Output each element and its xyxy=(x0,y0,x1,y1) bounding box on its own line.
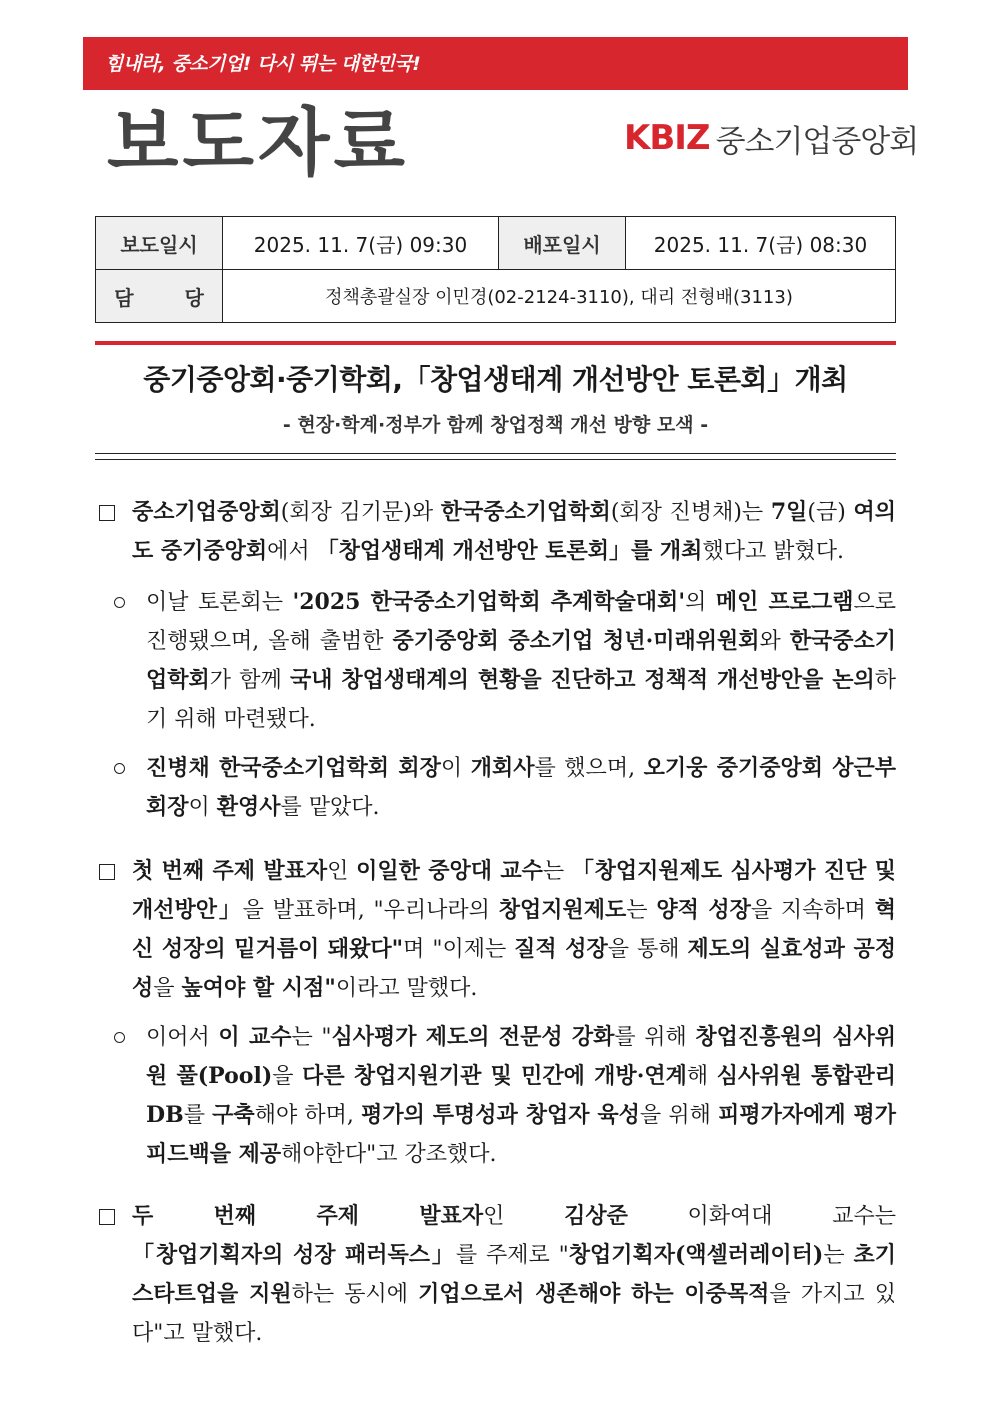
subheadline: - 현장·학계·정부가 함께 창업정책 개선 방향 모색 - xyxy=(282,414,709,436)
text-run: 으로 진행됐으며, 올해 출범한 xyxy=(146,590,896,654)
release-date-value: 2025. 11. 7(금) 09:30 xyxy=(223,217,499,270)
bold-text-run: 창업기획자(액셀러레이터) xyxy=(568,1242,824,1268)
text-run: 이라고 말했다. xyxy=(335,976,478,1001)
text-run: 는 xyxy=(542,859,572,884)
text-run: 며 "이제는 xyxy=(403,937,515,962)
text-run: (회장 김기문)와 xyxy=(280,500,441,525)
bold-text-run: 제도의 실효성과 공정성 xyxy=(132,936,896,1001)
text-run: 을 가지고 있다"고 말했다. xyxy=(132,1282,896,1346)
text-run: 를 주제로 " xyxy=(455,1243,569,1268)
contact-label: 담 당 xyxy=(96,270,223,323)
contact-value: 정책총괄실장 이민경(02-2124-3110), 대리 전형배(3113) xyxy=(223,270,896,323)
bold-text-run: 혁신 성장의 밑거름이 돼왔다" xyxy=(132,897,897,962)
double-divider-top xyxy=(95,453,896,454)
text-run: 을 발표하며, "우리나라의 xyxy=(242,898,499,923)
bold-text-run: 기업으로서 생존해야 하는 이중목적 xyxy=(418,1281,770,1307)
text-run: (금) xyxy=(807,500,854,525)
text-run: 이 xyxy=(440,756,471,781)
distribution-date-value: 2025. 11. 7(금) 08:30 xyxy=(626,217,896,270)
text-run: 를 xyxy=(183,1103,213,1128)
bold-text-run: 첫 번째 주제 발표자 xyxy=(132,858,328,884)
release-date-label: 보도일시 xyxy=(96,217,223,270)
text-run: (회장 진병채)는 xyxy=(610,500,771,525)
bold-text-run: 질적 성장 xyxy=(514,936,608,962)
bold-text-run: 피평가자에게 평가 피드백을 제공 xyxy=(146,1102,896,1167)
bold-text-run: 두 번째 주제 발표자 xyxy=(132,1203,484,1229)
kbiz-logo xyxy=(624,118,918,158)
text-run: 에서 xyxy=(267,539,317,564)
org-name: 중소기업중앙회 xyxy=(715,123,919,160)
bold-text-run: 심사평가 제도의 전문성 강화 xyxy=(331,1024,615,1050)
release-info-table xyxy=(95,216,896,323)
text-run: 인 xyxy=(483,1204,565,1229)
text-run: 는 xyxy=(823,1243,854,1268)
bold-text-run: 「창업생태계 개선방안 토론회」를 개최 xyxy=(316,538,703,564)
text-run: 을 통해 xyxy=(607,937,688,962)
paragraph-1b xyxy=(146,749,896,827)
bold-text-run: 초기 스타트업을 지원 xyxy=(132,1242,897,1307)
text-run: 의 xyxy=(685,590,716,615)
text-run: 인 xyxy=(327,859,357,884)
bold-text-run: 개회사 xyxy=(470,755,535,781)
text-run: 해야한다"고 강조했다. xyxy=(281,1142,497,1167)
text-run: 해야 하며, xyxy=(254,1103,362,1128)
bold-text-run: 진병채 한국중소기업학회 회장 xyxy=(146,755,441,781)
text-run: 와 xyxy=(759,629,790,654)
red-divider xyxy=(95,341,896,345)
bold-text-run: 한국중소기업학회 xyxy=(440,499,611,525)
bold-text-run: 창업지원제도 xyxy=(498,897,627,923)
bold-text-run: 국내 창업생태계의 현황을 진단하고 정책적 개선방안을 논의 xyxy=(290,667,875,693)
bold-text-run: 양적 성장 xyxy=(656,897,751,923)
text-run: 을 지속하며 xyxy=(750,898,875,923)
text-run: 하기 위해 마련됐다. xyxy=(146,668,896,732)
bold-text-run: 다른 창업지원기관 및 민간에 개방·연계 xyxy=(302,1063,687,1089)
headline: 중기중앙회·중기학회,「창업생태계 개선방안 토론회」개최 xyxy=(143,363,848,396)
paragraph-2 xyxy=(132,852,896,1008)
bold-text-run: 중소기업중앙회 xyxy=(132,499,281,525)
bold-text-run: 구축 xyxy=(212,1102,255,1128)
text-run: 를 맡았다. xyxy=(280,795,380,820)
paragraph-1 xyxy=(132,493,896,571)
paragraph-2a xyxy=(146,1018,896,1174)
bold-text-run: 여의도 중기중앙회 xyxy=(132,499,896,564)
double-divider-bottom xyxy=(95,459,896,460)
bold-text-run: 높여야 할 시점" xyxy=(181,975,336,1001)
text-run: 을 xyxy=(272,1064,303,1089)
bold-text-run: 김상준 xyxy=(564,1203,628,1229)
text-run: 이 xyxy=(188,795,217,820)
bold-text-run: 심사위원 통합관리 DB xyxy=(146,1063,896,1128)
circle-bullet xyxy=(114,597,125,608)
bold-text-run: 환영사 xyxy=(216,794,281,820)
text-run: 이날 토론회는 xyxy=(146,590,293,615)
press-release-title: 보도자료 xyxy=(107,100,409,186)
text-run: 을 xyxy=(153,976,182,1001)
bold-text-run: 한국중소기업학회 xyxy=(146,628,897,693)
text-run: 이화여대 교수는 xyxy=(627,1204,896,1229)
bold-text-run: 중기중앙회 중소기업 청년·미래위원회 xyxy=(392,628,760,654)
text-run: 해 xyxy=(686,1064,717,1089)
bold-text-run: 「창업기획자의 성장 패러독스」 xyxy=(132,1242,456,1268)
text-run: 을 위해 xyxy=(639,1103,719,1128)
bold-text-run: 7일 xyxy=(770,499,808,525)
text-run: 를 했으며, xyxy=(534,756,644,781)
bold-text-run: 이 교수 xyxy=(218,1024,292,1050)
distribution-date-label: 배포일시 xyxy=(499,217,626,270)
bold-text-run: 오기웅 중기중앙회 상근부회장 xyxy=(146,755,896,820)
paragraph-1a xyxy=(146,583,896,739)
bold-text-run: 「창업지원제도 심사평가 진단 및 개선방안」 xyxy=(132,858,896,923)
box-bullet xyxy=(99,1209,115,1225)
box-bullet xyxy=(99,505,115,521)
paragraph-3 xyxy=(132,1197,896,1353)
text-run: 는 xyxy=(626,898,657,923)
box-bullet xyxy=(99,864,115,880)
bold-text-run: '2025 한국중소기업학회 추계학술대회' xyxy=(292,589,686,615)
text-run: 가 함께 xyxy=(209,668,290,693)
circle-bullet xyxy=(114,1032,125,1043)
bold-text-run: 창업진흥원의 심사위원 풀(Pool) xyxy=(146,1024,896,1089)
logo-mark: KBIZ xyxy=(624,118,710,158)
circle-bullet xyxy=(114,763,125,774)
bold-text-run: 평가의 투명성과 창업자 육성 xyxy=(361,1102,640,1128)
slogan-banner xyxy=(83,37,908,90)
bold-text-run: 이일한 중앙대 교수 xyxy=(356,858,543,884)
slogan-text: 힘내라, 중소기업! 다시 뛰는 대한민국! xyxy=(105,53,421,75)
text-run: 를 위해 xyxy=(614,1025,696,1050)
text-run: 했다고 밝혔다. xyxy=(702,539,844,564)
text-run: 하는 동시에 xyxy=(291,1282,419,1307)
text-run: 는 " xyxy=(291,1025,332,1050)
bold-text-run: 메인 프로그램 xyxy=(715,589,854,615)
text-run: 이어서 xyxy=(146,1025,219,1050)
